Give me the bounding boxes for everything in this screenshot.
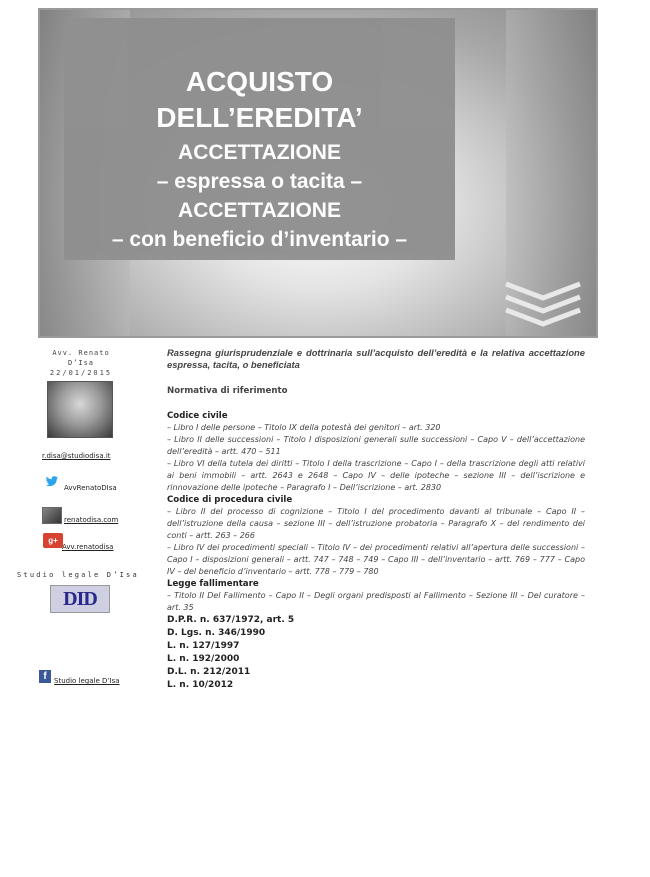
publication-date: 22/01/2015 — [49, 369, 113, 377]
law-reference: L. n. 127/1997 — [167, 641, 240, 651]
facebook-link[interactable]: Studio legale D’Isa — [54, 677, 120, 685]
google-plus-link[interactable]: Avv.renatodisa — [62, 543, 114, 551]
normativa-heading: Normativa di riferimento — [167, 386, 288, 396]
studio-label: Studio legale D’Isa — [17, 571, 139, 579]
studio-logo: DID — [50, 585, 110, 613]
codice-procedura-civile-heading: Codice di procedura civile — [167, 495, 293, 505]
cpc-item: – Libro II del processo di cognizione – Titolo I del procedimento davanti al tribunale – Capo II – dell’istruzione della causa – sezione III – dell’istruzione probatoria – Paragrafo X – del rendimento dei conti – artt. 263 – 266 — [167, 507, 585, 540]
law-reference: D.P.R. n. 637/1972, art. 5 — [167, 615, 295, 625]
twitter-icon — [45, 476, 59, 487]
google-plus-icon: g+ — [43, 533, 63, 548]
cc-item: – Libro I delle persone – Titolo IX della potestà dei genitori – art. 320 — [167, 423, 441, 432]
lf-item: – Titolo II Del Fallimento – Capo II – Degli organi predisposti al Fallimento – Sezione III – Del curatore – art. 35 — [167, 591, 585, 612]
facebook-icon: f — [39, 670, 51, 683]
title-line-2: DELL’EREDITA’ — [156, 102, 363, 133]
law-reference: L. n. 10/2012 — [167, 680, 234, 690]
law-reference: D. Lgs. n. 346/1990 — [167, 628, 266, 638]
chevron-down-icon — [504, 280, 582, 328]
law-reference: D.L. n. 212/2011 — [167, 667, 251, 677]
cc-item: – Libro II delle successioni – Titolo I disposizioni generali sulle successioni – Capo V – dell’accettazione dell’eredità – artt. 470 – 511 — [167, 435, 585, 456]
cc-item: – Libro VI della tutela dei diritti – Titolo I della trascrizione – Capo I – della trascrizione degli atti relativi ai beni immobili – artt. 2643 e 2648 – Capo IV – delle ipoteche – sezione III – dell’iscrizione e rinnovazione delle ipoteche – Paragrafo I – Dell’iscrizione – art. 2830 — [167, 459, 585, 492]
subtitle-line-1: ACCETTAZIONE — [178, 141, 341, 164]
email-link[interactable]: r.disa@studiodisa.it — [42, 452, 111, 460]
subtitle-line-3: ACCETTAZIONE — [178, 199, 341, 222]
subtitle-line-4: – con beneficio d’inventario – — [111, 228, 408, 251]
subtitle-line-2: – espressa o tacita – — [156, 170, 363, 193]
legge-fallimentare-heading: Legge fallimentare — [167, 579, 259, 589]
law-reference: L. n. 192/2000 — [167, 654, 240, 664]
website-thumbnail — [42, 507, 62, 524]
author-name: Avv. Renato D’Isa — [52, 349, 110, 367]
author-block — [41, 348, 121, 378]
main-content — [167, 347, 585, 692]
title-box — [64, 18, 455, 260]
author-photo — [47, 381, 113, 438]
website-link[interactable]: renatodisa.com — [64, 516, 119, 524]
cpc-item: – Libro IV dei procedimenti speciali – Titolo IV – dei procedimenti relativi all’apertura delle successioni – Capo I – disposizioni generali – artt. 747 – 748 – 749 – Capo III – dell’inventario – artt. 769 – 777 – Capo IV – del beneficio d’inventario – artt. 778 – 779 – 780 — [167, 543, 585, 576]
codice-civile-heading: Codice civile — [167, 411, 228, 421]
cover-banner — [38, 8, 598, 338]
title-line-1: ACQUISTO — [185, 66, 334, 97]
twitter-handle[interactable]: AvvRenatoDIsa — [64, 484, 117, 492]
intro-paragraph: Rassegna giurisprudenziale e dottrinaria sull’acquisto dell’eredità e la relativa accettazione espressa, tacita, o beneficiata — [167, 347, 585, 370]
